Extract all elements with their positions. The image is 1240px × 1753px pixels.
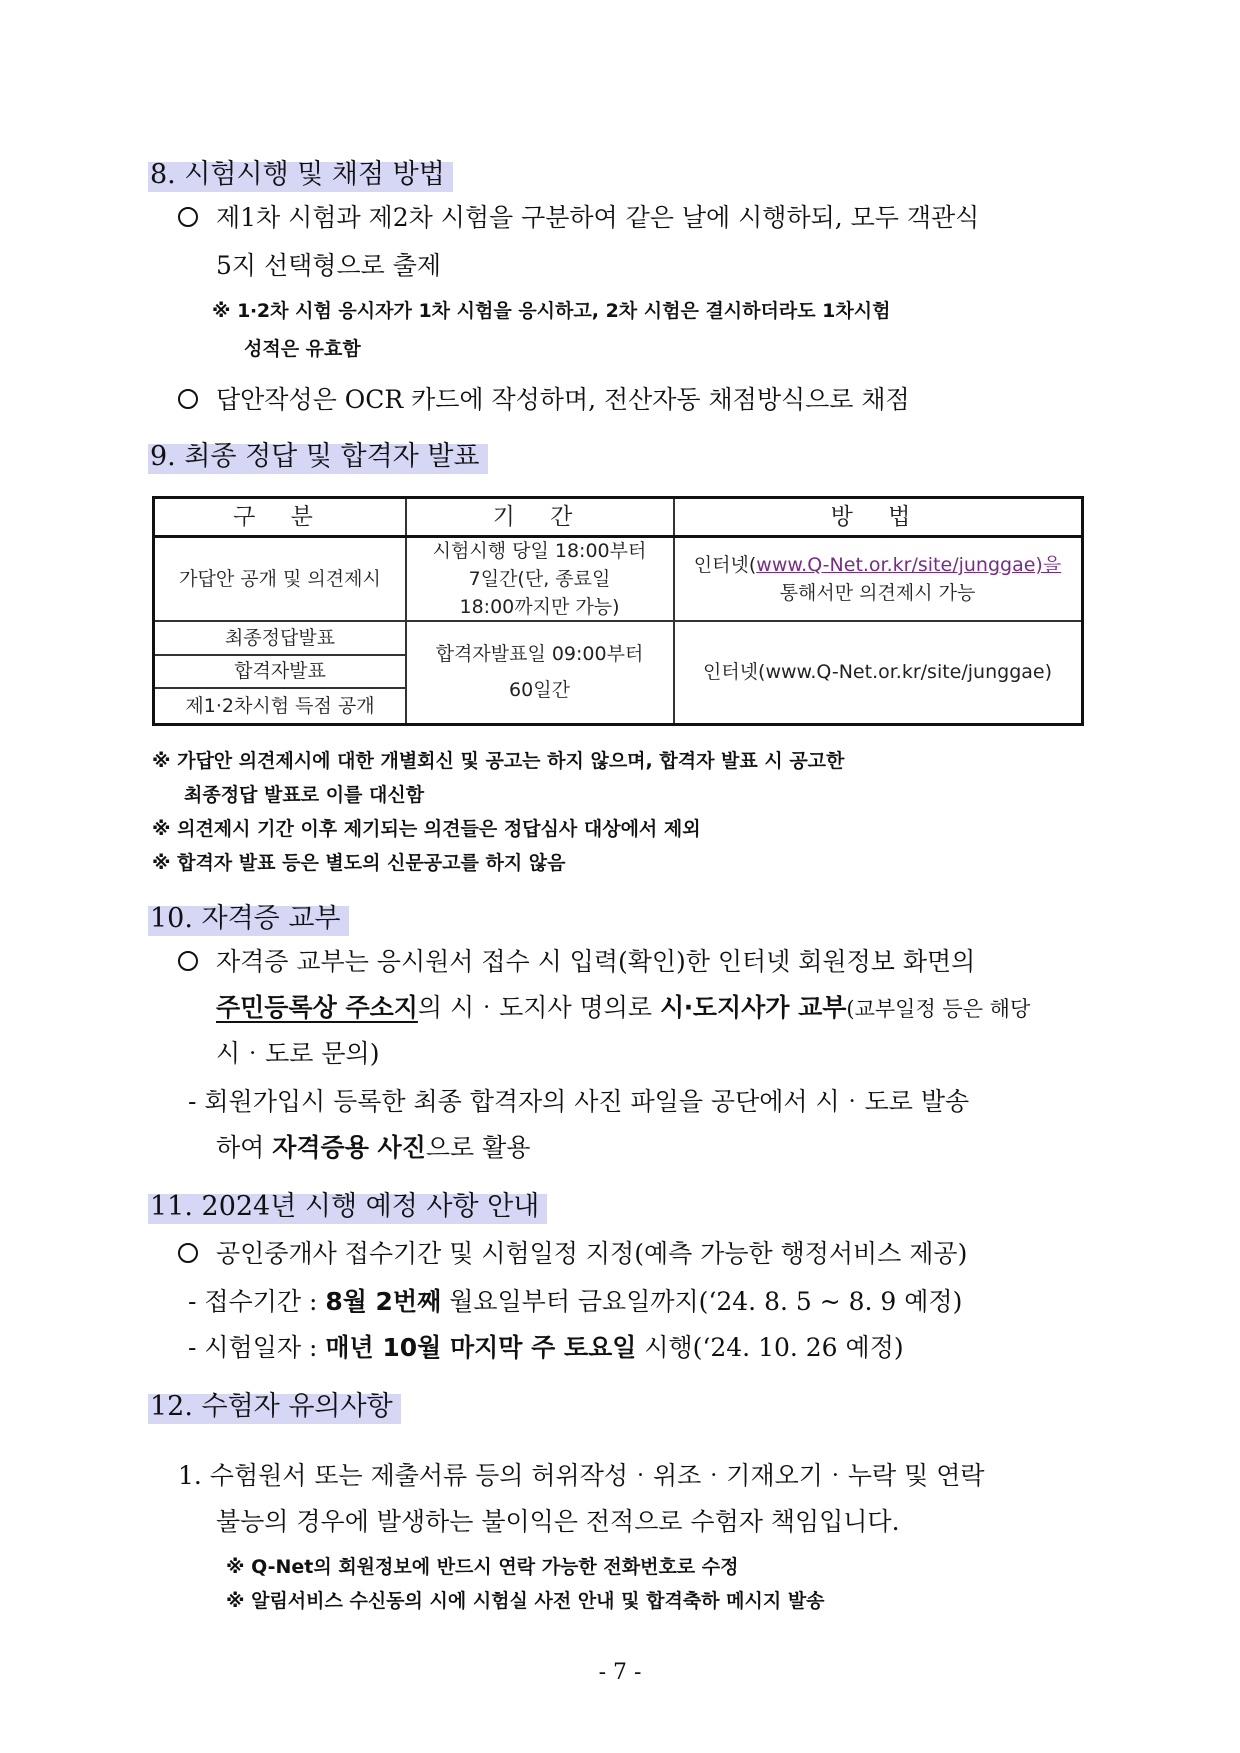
section-9-heading: 9. 최종 정답 및 합격자 발표 xyxy=(148,440,488,474)
circle-bullet-icon xyxy=(178,389,198,409)
circle-bullet-icon xyxy=(178,207,198,227)
section-8-note-line-1: ※ 1‧2차 시험 응시자가 1차 시험을 응시하고, 2차 시험은 결시하더라도 1차시험 xyxy=(212,300,891,322)
circle-bullet-icon xyxy=(178,951,198,971)
section-12-heading: 12. 수험자 유의사항 xyxy=(148,1390,401,1424)
section-8-heading: 8. 시험시행 및 채점 방법 xyxy=(148,158,453,192)
section-12-note-2: ※ 알림서비스 수신동의 시에 시험실 사전 안내 및 합격축하 메시지 발송 xyxy=(226,1590,825,1612)
section-12-note-1: ※ Q-Net의 회원정보에 반드시 연락 가능한 전화번호로 수정 xyxy=(226,1556,739,1578)
section-9-note-1: ※ 가답안 의견제시에 대한 개별회신 및 공고는 하지 않으며, 합격자 발표 시 공고한 xyxy=(152,750,845,772)
section-12-item-1-cont: 불능의 경우에 발생하는 불이익은 전적으로 수험자 책임입니다. xyxy=(216,1507,900,1536)
section-12-item-1: 1. 수험원서 또는 제출서류 등의 허위작성‧위조‧기재오기‧누락 및 연락 xyxy=(178,1461,985,1490)
table-row2-score-disclosure: 제1‧2차시험 득점 공개 xyxy=(185,694,375,717)
section-10-heading: 10. 자격증 교부 xyxy=(148,902,349,936)
section-10-dash-1-cont: 하여 자격증용 사진으로 활용 xyxy=(216,1133,531,1162)
table-row2-final-answer: 최종정답발표 xyxy=(224,626,336,649)
section-8-bullet-1: 제1차 시험과 제2차 시험을 구분하여 같은 날에 시행하되, 모두 객관식 xyxy=(178,202,979,234)
section-10-bullet-cont: 주민등록상 주소지의 시‧도지사 명의로 시‧도지사가 교부(교부일정 등은 해당 xyxy=(216,993,1031,1022)
results-table xyxy=(152,496,1084,726)
table-row2-period: 합격자발표일 09:00부터 60일간 xyxy=(435,643,644,701)
section-11-heading: 11. 2024년 시행 예정 사항 안내 xyxy=(148,1190,547,1224)
table-row2-method: 인터넷(www.Q-Net.or.kr/site/junggae) xyxy=(702,661,1052,683)
section-11-dash-2: - 시험일자 : 매년 10월 마지막 주 토요일 시행(‘24. 10. 26 예정) xyxy=(188,1333,904,1362)
table-row1-period: 시험시행 당일 18:00부터 7일간(단, 종료일 18:00까지만 가능) xyxy=(432,540,647,618)
section-10-bullet: 자격증 교부는 응시원서 접수 시 입력(확인)한 인터넷 회원정보 화면의 xyxy=(178,946,975,978)
section-11-dash-1: - 접수기간 : 8월 2번째 월요일부터 금요일까지(‘24. 8. 5 ~ 8. 9 예정) xyxy=(188,1287,963,1316)
section-10-dash-1: - 회원가입시 등록한 최종 합격자의 사진 파일을 공단에서 시‧도로 발송 xyxy=(188,1087,970,1116)
table-row2-pass-announcement: 합격자발표 xyxy=(234,660,326,682)
section-8-bullet-2: 답안작성은 OCR 카드에 작성하며, 전산자동 채점방식으로 채점 xyxy=(178,384,910,416)
table-header-period: 기 간 xyxy=(492,504,587,530)
section-11-bullet: 공인중개사 접수기간 및 시험일정 지정(예측 가능한 행정서비스 제공) xyxy=(178,1238,967,1270)
section-8-note-line-2: 성적은 유효함 xyxy=(244,338,361,360)
section-9-note-2: ※ 의견제시 기간 이후 제기되는 의견들은 정답심사 대상에서 제외 xyxy=(152,818,701,840)
table-header-method: 방 법 xyxy=(830,504,925,530)
section-9-note-1-cont: 최종정답 발표로 이를 대신함 xyxy=(184,784,425,806)
section-8-bullet-1-cont: 5지 선택형으로 출제 xyxy=(216,251,441,280)
table-row1-method: 인터넷(www.Q-Net.or.kr/site/junggae)을 통해서만 의견제시 가능 xyxy=(693,554,1062,604)
table-row1-category: 가답안 공개 및 의견제시 xyxy=(179,568,381,590)
table-header-category: 구 분 xyxy=(233,504,327,530)
circle-bullet-icon xyxy=(178,1243,198,1263)
qnet-link[interactable]: www.Q-Net.or.kr/site/junggae)을 xyxy=(756,554,1062,576)
section-10-bullet-cont-2: 시‧도로 문의) xyxy=(216,1039,380,1068)
section-9-note-3: ※ 합격자 발표 등은 별도의 신문공고를 하지 않음 xyxy=(152,852,566,874)
page-number: - 7 - xyxy=(598,1660,642,1685)
